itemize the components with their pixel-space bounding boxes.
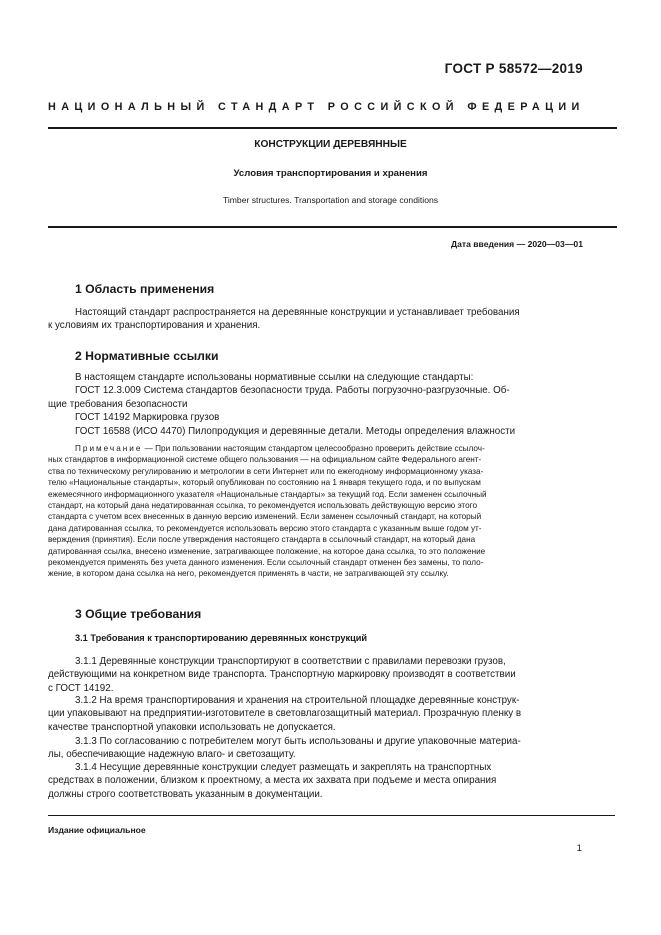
note-line: рекомендуется применять без учета данного изменения. Если ссылочный стандарт отменен без замены, то поло- <box>48 558 484 568</box>
text-line: 3.1.3 По согласованию с потребителем могут быть использованы и другие упаковочные материа- <box>75 736 521 747</box>
text-line: ГОСТ 14192 Маркировка грузов <box>75 412 220 424</box>
text-line: ГОСТ 16588 (ИСО 4470) Пилопродукция и деревянные детали. Методы определения влажности <box>75 425 516 437</box>
footer-divider <box>48 815 615 816</box>
text-line: качестве транспортной упаковки использовать не допускается. <box>48 721 336 733</box>
english-title: Timber structures. Transportation and storage conditions <box>222 195 439 205</box>
text-line: ции упаковывают на предприятии-изготовителе в световлагозащитный материал. Прозрачную пленку в <box>48 708 522 720</box>
official-edition-label: Издание официальное <box>48 825 146 835</box>
document-subtitle: Условия транспортирования и хранения <box>233 168 428 179</box>
note-line: телю «Национальные стандарты», который опубликован по состоянию на 1 января текущего года, и по выпускам <box>48 478 481 488</box>
text-line: В настоящем стандарте использованы нормативные ссылки на следующие стандарты: <box>75 372 474 383</box>
standard-number: ГОСТ Р 58572—2019 <box>444 61 583 76</box>
text-line: 3.1.4 Несущие деревянные конструкции следует размещать и закреплять на транспортных <box>75 762 492 773</box>
document-title: КОНСТРУКЦИИ ДЕРЕВЯННЫЕ <box>254 139 407 150</box>
clause-3-1-1 <box>48 655 589 695</box>
section-1-text <box>48 306 589 333</box>
top-divider <box>48 127 617 129</box>
introduction-date: Дата введения — 2020—03—01 <box>450 239 583 249</box>
section-2-heading: 2 Нормативные ссылки <box>75 349 219 363</box>
note-line: ных стандартов в информационной системе общего пользования — на официальном сайте Федерального агент- <box>48 455 482 465</box>
note-line: верждения (принятия). Если после утверждения настоящего стандарта в ссылочный стандарт, на который дана <box>48 535 476 545</box>
text-line: Настоящий стандарт распространяется на деревянные конструкции и устанавливает требования <box>75 307 520 318</box>
text-line: средствах в положении, близком к проектному, а места их захвата при подъеме и места опирания <box>48 775 497 787</box>
note-block <box>48 443 589 580</box>
section-3-heading: 3 Общие требования <box>75 607 202 621</box>
note-line: ежемесячного информационного указателя «Национальные стандарты» за текущий год. Если заменен ссылочный <box>48 489 487 499</box>
note-line: стандарт, на который дана недатированная ссылка, то рекомендуется использовать действующую версию этого <box>48 501 478 511</box>
subsection-3-1-heading: 3.1 Требования к транспортированию деревянных конструкций <box>75 633 368 643</box>
section-1-heading: 1 Область применения <box>75 282 215 296</box>
text-line: ГОСТ 12.3.009 Система стандартов безопасности труда. Работы погрузочно-разгрузочные. Об- <box>75 385 510 397</box>
text-line: 3.1.2 На время транспортирования и хранения на строительной площадке деревянные конструк- <box>75 695 520 706</box>
page-number: 1 <box>576 843 582 854</box>
note-line: ства по техническому регулированию и метрологии в сети Интернет или по ежегодному информационному указа- <box>48 466 484 476</box>
national-standard-banner: НАЦИОНАЛЬНЫЙ СТАНДАРТ РОССИЙСКОЙ ФЕДЕРАЦИИ <box>48 101 585 113</box>
text-line: щие требования безопасности <box>48 398 188 410</box>
text-line: действующими на конкретном виде транспорта. Транспортную маркировку производят в соответствии <box>48 669 516 681</box>
clause-3-1-4 <box>48 761 589 801</box>
clause-3-1-2 <box>48 694 589 734</box>
note-line: стандарта с учетом всех внесенных в данную версию изменений. Если заменен ссылочный стандарт, на который <box>48 512 482 522</box>
section-2-text <box>48 371 589 438</box>
text-line: должны строго соответствовать указанным в документации. <box>48 788 323 800</box>
note-label: Примечание <box>75 444 143 453</box>
text-line: к условиям их транспортирования и хранения. <box>48 320 261 332</box>
text-line: 3.1.1 Деревянные конструкции транспортируют в соответствии с правилами перевозки грузов, <box>75 656 506 667</box>
text-line: лы, обеспечивающие надежную влаго- и светозащиту. <box>48 749 296 761</box>
note-line: жение, в котором дана ссылка на него, рекомендуется применять в части, не затрагивающей эту ссылку. <box>48 569 449 579</box>
text-line: с ГОСТ 14192. <box>48 682 114 694</box>
clause-3-1-3 <box>48 735 589 762</box>
note-line: датированная ссылка, внесено изменение, затрагивающее положение, на которое дана ссылка, то это положение <box>48 546 486 556</box>
note-text: — При пользовании настоящим стандартом целесообразно проверить действие ссылоч- <box>142 444 485 453</box>
title-divider <box>48 226 617 228</box>
note-line: дана датированная ссылка, то рекомендуется использовать версию этого стандарта с указанным выше годом ут- <box>48 523 482 533</box>
